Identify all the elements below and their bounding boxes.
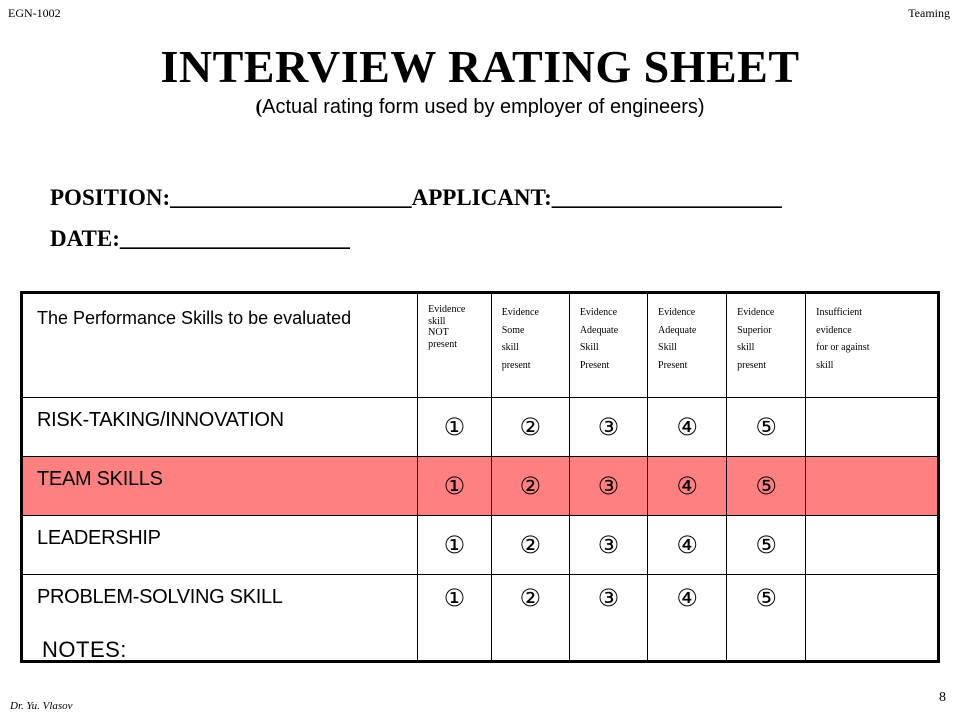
rating-option-4[interactable]: ④ [648,575,727,662]
topic-label: Teaming [908,6,950,20]
page-number: 8 [939,690,946,705]
column-header-line: present [428,338,458,350]
column-header-line: Evidence [737,307,775,318]
column-header-6 [806,293,939,398]
rating-option-4[interactable]: ④ [648,398,727,457]
column-header-line: evidence [816,324,852,336]
insufficient-evidence-cell[interactable] [806,457,939,516]
column-header-line: present [501,359,531,371]
column-header-line: skill [501,342,519,353]
column-header-1 [418,293,492,398]
page-title: INTERVIEW RATING SHEET [160,41,800,92]
rating-option-1[interactable]: ① [418,575,492,662]
skill-name: PROBLEM-SOLVING SKILL [22,575,418,662]
column-header-2 [491,293,569,398]
column-header-5 [727,293,806,398]
rating-option-3[interactable]: ③ [569,398,647,457]
rating-option-1[interactable]: ① [418,516,492,575]
insufficient-evidence-cell[interactable] [806,516,939,575]
rating-option-3[interactable]: ③ [569,457,647,516]
column-header-line: skill [816,359,834,371]
column-header-line: Evidence [428,304,466,315]
column-header-4 [648,293,727,398]
date-line[interactable]: DATE:____________________ [50,226,350,251]
column-header-line: skill [737,342,755,353]
column-header-line: Evidence [501,307,539,318]
rating-option-5[interactable]: ⑤ [727,457,806,516]
column-header-line: Present [579,359,610,371]
column-header-line: Some [501,324,525,336]
skill-name: TEAM SKILLS [22,457,418,516]
column-header-line: Skill [658,342,677,353]
column-header-line: Evidence [579,307,618,318]
column-header-line: Adequate [658,324,697,336]
column-header-line: NOT [428,327,449,338]
rating-option-4[interactable]: ④ [648,516,727,575]
column-header-line: Evidence [658,307,696,318]
rating-option-1[interactable]: ① [418,457,492,516]
skill-name: RISK-TAKING/INNOVATION [22,398,418,457]
course-code: EGN-1002 [8,6,61,20]
rating-option-1[interactable]: ① [418,398,492,457]
rating-option-2[interactable]: ② [491,575,569,662]
author-footer: Dr. Yu. Vlasov [10,700,73,712]
rating-option-2[interactable]: ② [491,398,569,457]
rating-option-3[interactable]: ③ [569,516,647,575]
column-header-line: for or against [816,342,870,353]
column-header-3 [569,293,647,398]
column-header-line: Skill [579,342,599,353]
subtitle-open-paren: ( [255,96,263,118]
rating-option-4[interactable]: ④ [648,457,727,516]
position-applicant-line[interactable]: POSITION:_____________________APPLICANT:____________________ [50,185,782,210]
rating-table [20,291,940,663]
rating-option-5[interactable]: ⑤ [727,398,806,457]
column-header-line: Insufficient [816,307,863,318]
rating-option-2[interactable]: ② [491,516,569,575]
rating-option-5[interactable]: ⑤ [727,575,806,662]
table-row-highlighted [22,457,939,516]
table-row [22,516,939,575]
column-header-line: Present [658,359,688,371]
insufficient-evidence-cell[interactable] [806,575,939,662]
notes-label: NOTES: [42,637,127,662]
skill-column-header: The Performance Skills to be evaluated [22,293,418,398]
rating-option-3[interactable]: ③ [569,575,647,662]
rating-option-5[interactable]: ⑤ [727,516,806,575]
skill-name: LEADERSHIP [22,516,418,575]
table-row [22,398,939,457]
column-header-line: Adequate [579,324,619,336]
table-header-row [22,293,939,398]
subtitle-text: Actual rating form used by employer of engineers) [262,96,705,118]
table-row [22,575,939,662]
rating-option-2[interactable]: ② [491,457,569,516]
insufficient-evidence-cell[interactable] [806,398,939,457]
page-subtitle [0,96,960,119]
column-header-line: skill [428,315,446,327]
column-header-line: Superior [737,324,772,336]
column-header-line: present [737,359,767,371]
